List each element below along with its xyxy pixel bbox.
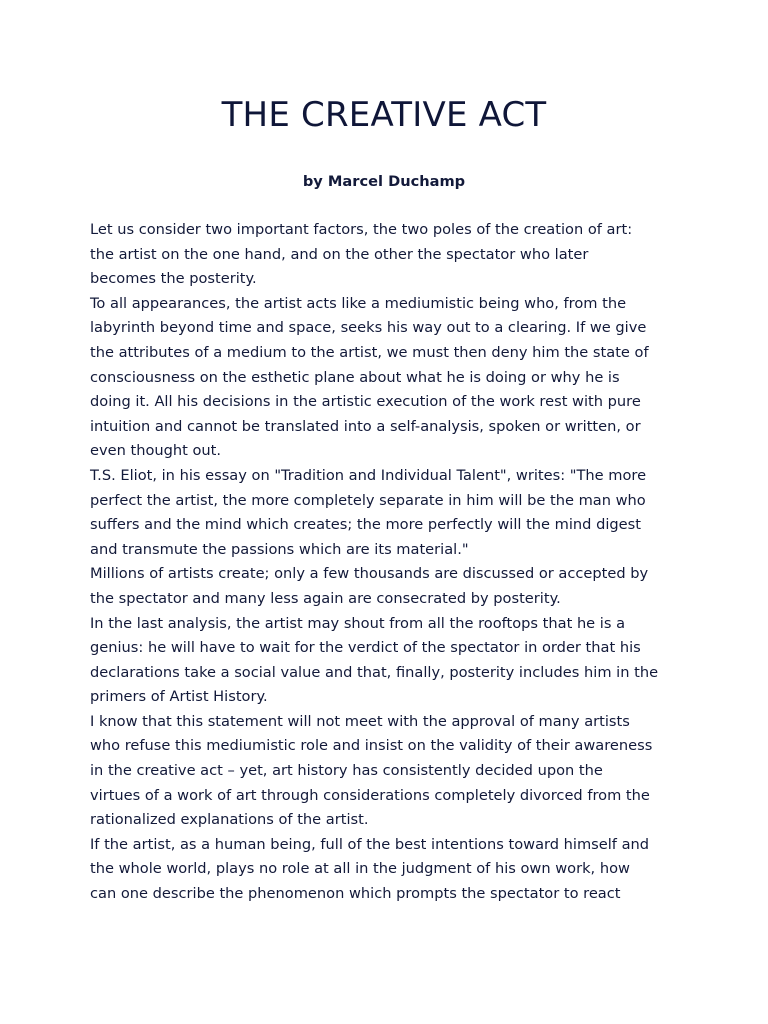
text-line: becomes the posterity.	[90, 270, 257, 288]
text-line: suffers and the mind which creates; the more perfectly will the mind digest	[90, 516, 641, 534]
text-line: the whole world, plays no role at all in the judgment of his own work, how	[90, 860, 630, 878]
text-line: In the last analysis, the artist may shout from all the rooftops that he is a	[90, 614, 626, 632]
text-line: and transmute the passions which are its material."	[90, 540, 469, 558]
text-line: the artist on the one hand, and on the other the spectator who later	[90, 245, 589, 263]
document-title: THE CREATIVE ACT	[221, 95, 547, 135]
text-line: labyrinth beyond time and space, seeks his way out to a clearing. If we give	[90, 319, 647, 337]
text-line: Millions of artists create; only a few thousands are discussed or accepted by	[90, 565, 649, 583]
text-line: T.S. Eliot, in his essay on "Tradition and Individual Talent", writes: "The more	[90, 466, 647, 484]
text-line: intuition and cannot be translated into a self-analysis, spoken or written, or	[90, 417, 641, 435]
paragraph	[90, 612, 690, 710]
text-line: declarations take a social value and that, finally, posterity includes him in the	[90, 663, 659, 681]
text-line: virtues of a work of art through considerations completely divorced from the	[90, 786, 650, 804]
text-line: in the creative act – yet, art history has consistently decided upon the	[90, 762, 603, 780]
paragraph	[90, 218, 690, 292]
text-line: consciousness on the esthetic plane about what he is doing or why he is	[90, 368, 620, 386]
text-line: If the artist, as a human being, full of the best intentions toward himself and	[90, 835, 650, 853]
text-line: can one describe the phenomenon which prompts the spectator to react	[90, 885, 621, 903]
text-line: perfect the artist, the more completely separate in him will be the man who	[90, 491, 646, 509]
paragraph	[90, 562, 690, 611]
text-line: Let us consider two important factors, the two poles of the creation of art:	[90, 221, 633, 238]
paragraph	[90, 710, 690, 833]
text-line: the spectator and many less again are consecrated by posterity.	[90, 589, 561, 607]
text-line: who refuse this mediumistic role and insist on the validity of their awareness	[90, 737, 653, 755]
text-line: genius: he will have to wait for the verdict of the spectator in order that his	[90, 639, 641, 657]
paragraph	[90, 833, 690, 907]
text-line: rationalized explanations of the artist.	[90, 811, 369, 829]
text-line: I know that this statement will not meet with the approval of many artists	[90, 712, 630, 730]
text-line: the attributes of a medium to the artist, we must then deny him the state of	[90, 343, 649, 361]
text-line: primers of Artist History.	[90, 688, 268, 706]
paragraph	[90, 464, 690, 562]
text-line: To all appearances, the artist acts like a mediumistic being who, from the	[90, 294, 627, 312]
text-line: even thought out.	[90, 442, 222, 460]
paragraph	[90, 292, 690, 464]
text-line: doing it. All his decisions in the artistic execution of the work rest with pure	[90, 393, 641, 411]
document-byline: by Marcel Duchamp	[302, 173, 466, 190]
document-body	[90, 218, 690, 907]
